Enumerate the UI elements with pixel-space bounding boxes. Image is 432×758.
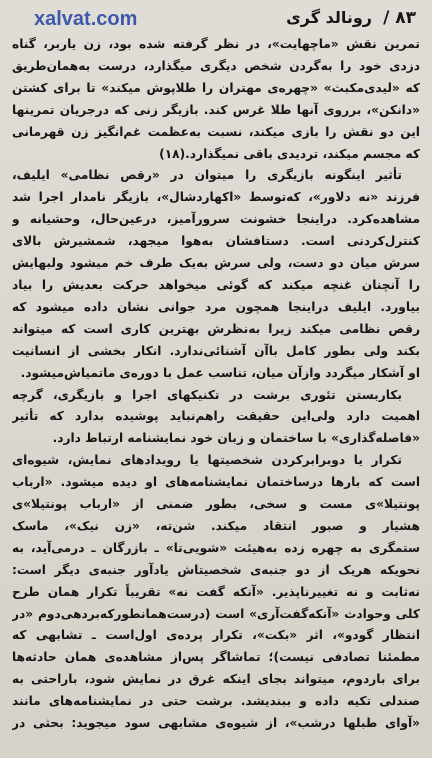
text-line: او آشکار میگردد وازآن میان، تناسب عمل با دوره‌ی ماتمیاش‌میشود.	[20, 365, 420, 380]
text-line: رقص نظامی میکند زیرا به‌نظرش بهترین کاری است که میتواند	[12, 321, 420, 336]
page-number	[383, 8, 416, 28]
text-line: نحویکه هریک از دو جنبه‌ی شخصیتاش یادآور جنبه‌ی دیگر است:	[12, 562, 420, 577]
text-line: تمرین نقش «ماچهایت»، در نظر گرفته شده بود، زن یاربر، گناه	[12, 37, 420, 51]
text-line: پونتیلا»ی مست و سخی، بطور ضمنی از «ارباب پونتیلا»ی	[12, 497, 420, 512]
watermark: xalvat.com	[34, 8, 138, 30]
text-line: دزدی خود را به‌گردن شخص دیگری میگذارد، درست به‌همان‌طریق	[12, 58, 420, 73]
page-number-value: ۸۳	[395, 8, 416, 28]
text-line: مشاهده‌کرد. دراینجا خشونت سرورآمیز، درعین‌حال، وحشیانه و	[12, 212, 420, 227]
text-line: کنترل‌کردنی است. دستافشان به‌هوا میجهد، شمشیرش بالای	[12, 234, 420, 249]
text-line: تکرار یا دوبرابرکردن شخصیتها یا رویدادهای نمایش، شیوه‌ای	[12, 453, 402, 468]
text-line: «آوای طبلها درشب»، از شیوه‌ی مشابهی سود میجوید: بحثی در	[12, 716, 420, 731]
text-line: فرزند «نه دلاور»، که‌توسط «اکهارد‌شال»، بازیگر نامدار اجرا شد	[12, 190, 420, 205]
text-line: «فاصله‌گذاری» با ساختمان و زبان خود نمایشنامه ارتباط دارد.	[52, 431, 420, 446]
text-line: ستمگری به چهره زده به‌هیئت «شویی‌تا» ـ بازرگان ـ درمی‌آید، به	[12, 540, 420, 555]
text-line: بیاورد. ایلیف دراینجا همچون مرد جوانی نشان داده میشود که	[12, 299, 420, 314]
text-line: هشیار و صبور انتقاد میکند. شن‌ته، «زن نیک»، ماسک	[12, 518, 420, 533]
text-line: این دو نقش را بازی میکند، نسبت به‌عظمت غم‌انگیز زن قهرمانی	[12, 124, 420, 139]
text-line: تأثیر اینگونه بازیگری را میتوان در «رقص نظامی» ایلیف،	[12, 168, 402, 183]
running-header-author: رونالد گری	[286, 8, 372, 27]
page-header	[12, 4, 420, 34]
text-line: است که بارها درساختمان نمایشنامه‌های او دیده میشود. «ارباب	[12, 475, 420, 490]
text-line: که مجسم میکند، تردیدی باقی نمیگذارد.(۱۸)	[159, 146, 420, 161]
text-line: کلی وحوادث «آنکه‌گفت‌آری» است (درست‌همانطورکه‌بردهی‌دوم «در	[12, 606, 420, 621]
text-line: برای باردوم، میتواند بجای اینکه غرق در نمایش شود، باراحتی به	[12, 672, 420, 687]
text-line: که «لیدی‌مکبث» «چهره‌ی مهتران را طلاپوش میکند» تا برای کشتن	[12, 80, 420, 95]
text-line: صندلی تکیه داده و ببندیشد. برشت حتی در نمایشنامه‌های مانند	[12, 694, 420, 709]
text-line: انتظار گودو»، اثر «بکت»، تکرار پرده‌ی اول‌است ـ تشابهی که	[12, 628, 420, 643]
text-line: مطمئنا تصادفی نیست)؛ تماشاگر پس‌از مشاهده‌ی همان حادثه‌ها	[12, 650, 420, 665]
text-line: اهمیت دارد ولی‌این حقیقت راهم‌نباید پوشیده بدارد که تأثیر	[12, 409, 420, 424]
text-line: سرش میان دو دست، ولی سرش به‌یک طرف خم میشود ولبهایش	[12, 256, 420, 271]
text-line: نه‌ثابت و نه تغییرناپذیر. «آنکه گفت نه» تقریباً تکرار همان طرح	[12, 584, 420, 599]
text-line: بکاربستن تئوری برشت در تکنیکهای اجرا و بازیگری، گرچه	[12, 387, 402, 402]
text-line: «دانکن»، برروی آنها طلا غرس کند. بازیگر زنی که درجریان تمرینها	[12, 102, 420, 117]
page-body-text	[12, 34, 420, 735]
text-line: بکند ولی بطور کامل باآن آشنائی‌ندارد. انکار بخشی از انسانیت	[12, 343, 420, 358]
header-separator: /	[383, 8, 390, 28]
text-line: را آنچنان غنچه میکند که گوئی میخواهد حرکت بعدیش را بیاد	[12, 277, 420, 292]
